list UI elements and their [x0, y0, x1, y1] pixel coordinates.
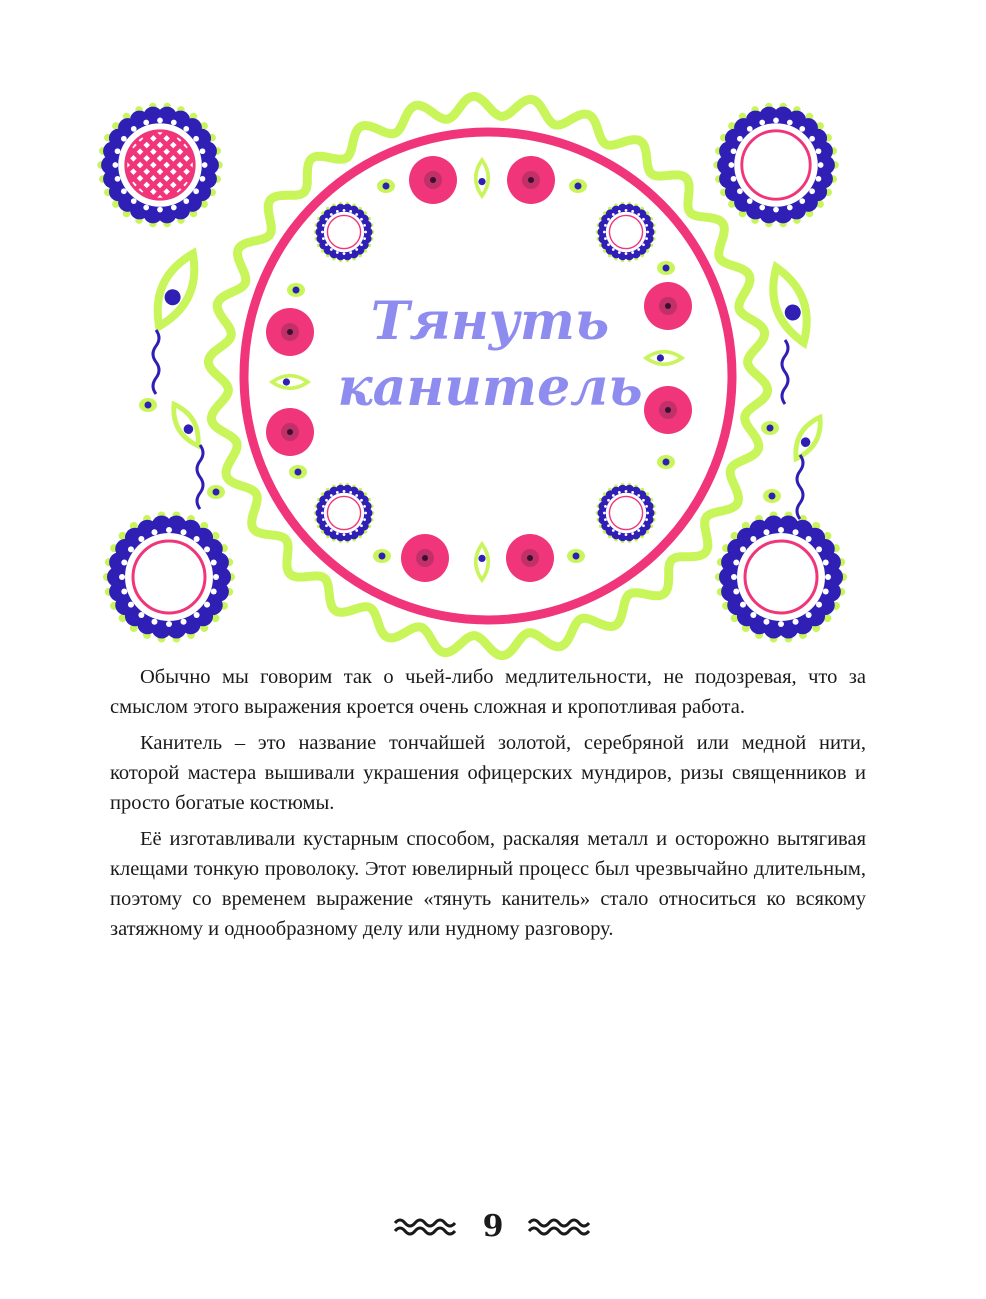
dot-icon [139, 398, 157, 412]
wave-left-icon [393, 1217, 459, 1237]
flower-icon [507, 156, 555, 204]
paragraph: Канитель – это название тончайшей золотой, серебряной или медной нити, которой мастера вышивали украшения офицерских мундиров, ризы священников и просто богатые костюмы. [110, 732, 866, 814]
article-body [110, 662, 866, 950]
flower-icon [401, 534, 449, 582]
paragraph: Обычно мы говорим так о чьей-либо медлительности, не подозревая, что за смыслом этого выражения кроется очень сложная и кропотливая работа. [110, 666, 866, 718]
dot-icon [377, 179, 395, 193]
leaf-eye-icon [789, 413, 828, 463]
spiral-tendril-icon [153, 330, 159, 394]
page-footer [393, 1207, 593, 1247]
dot-icon [207, 485, 225, 499]
leaf-eye-icon [146, 248, 205, 332]
dot-icon [373, 549, 391, 563]
dot-icon [763, 489, 781, 503]
leaf-eye-icon [476, 160, 489, 196]
page-number: 9 [482, 1209, 504, 1244]
dot-icon [289, 465, 307, 479]
page-title-line-1: Тянуть [370, 291, 610, 352]
lace-medallion-icon [573, 483, 680, 543]
wave-right-icon [527, 1217, 593, 1237]
leaf-eye-icon [167, 400, 206, 450]
lace-medallion-icon [666, 103, 886, 228]
page-title-line-2: канитель [337, 357, 643, 418]
flower-icon [409, 156, 457, 204]
lace-medallion-icon [50, 103, 270, 228]
dot-icon [569, 179, 587, 193]
dot-icon [657, 455, 675, 469]
paragraph: Её изготавливали кустарным способом, раскаляя металл и осторожно вытягивая клещами тонкую проволоку. Этот ювелирный процесс был чрезвычайно длительным, поэтому со временем выражение «тянуть канитель» стало относиться ко всякому затяжному и однообразному делу или нудному разговору. [110, 828, 866, 940]
flower-icon [506, 534, 554, 582]
spiral-tendril-icon [782, 340, 788, 404]
leaf-eye-icon [476, 544, 489, 580]
dot-icon [761, 421, 779, 435]
dot-icon [567, 549, 585, 563]
leaf-eye-icon [763, 263, 817, 348]
dot-icon [657, 261, 675, 275]
lace-medallion-icon [665, 511, 897, 642]
spiral-tendril-icon [197, 445, 203, 509]
spiral-tendril-icon [797, 455, 803, 519]
